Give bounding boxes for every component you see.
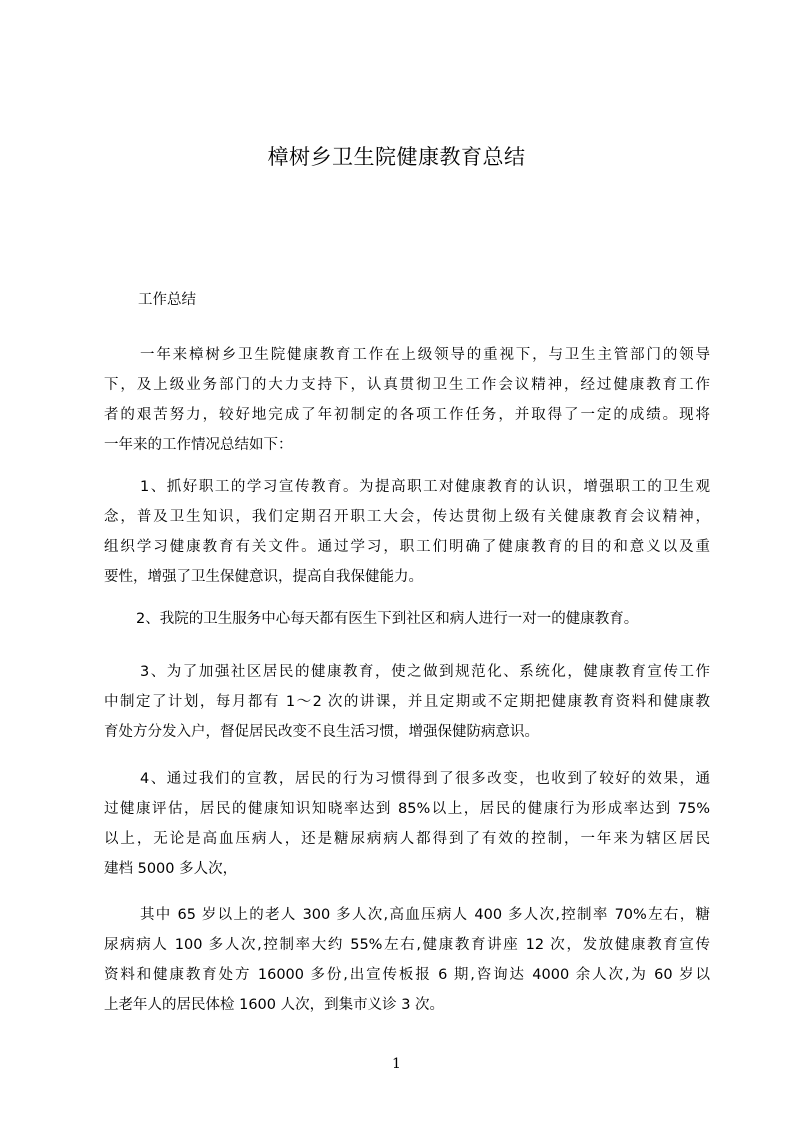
paragraph-intro [104,340,710,460]
paragraph-line: 下，及上级业务部门的大力支持下，认真贯彻卫生工作会议精神，经过健康教育工作 [104,377,710,393]
paragraph-line: 3、为了加强社区居民的健康教育，使之做到规范化、系统化，健康教育宣传工作 [140,664,710,680]
paragraph-line: 过健康评估，居民的健康知识知晓率达到 85%以上，居民的健康行为形成率达到 75% [104,801,710,817]
paragraph-line: 上老年人的居民体检 1600 人次，到集市义诊 3 次。 [104,997,445,1013]
paragraph-item-2 [104,604,710,634]
paragraph-line: 资料和健康教育处方 16000 多份,出宣传板报 6 期,咨询达 4000 余人次,为 60 岁以 [104,967,710,983]
page-number: 1 [392,1056,401,1072]
paragraph-item-1 [104,472,710,592]
paragraph-line: 其中 65 岁以上的老人 300 多人次,高血压病人 400 多人次,控制率 70%左右，糖 [140,907,710,923]
paragraph-line: 一年来樟树乡卫生院健康教育工作在上级领导的重视下，与卫生主管部门的领导 [140,347,710,363]
paragraph-line: 中制定了计划，每月都有 1～2 次的讲课，并且定期或不定期把健康教育资料和健康教 [104,694,710,710]
paragraph-item-3 [104,657,710,747]
paragraph-line: 组织学习健康教育有关文件。通过学习，职工们明确了健康教育的目的和意义以及重 [104,539,710,555]
paragraph-line: 念，普及卫生知识，我们定期召开职工大会，传达贯彻上级有关健康教育会议精神， [104,509,710,525]
paragraph-item-4 [104,764,710,884]
paragraph-line: 以上，无论是高血压病人，还是糖尿病病人都得到了有效的控制，一年来为辖区居民 [104,831,710,847]
document-title: 樟树乡卫生院健康教育总结 [267,145,526,169]
paragraph-line: 1、抓好职工的学习宣传教育。为提高职工对健康教育的认识，增强职工的卫生观 [140,479,710,495]
paragraph-line: 育处方分发入户，督促居民改变不良生活习惯，增强保健防病意识。 [104,724,539,740]
paragraph-line: 一年来的工作情况总结如下： [104,437,293,453]
paragraph-line: 建档 5000 多人次， [104,861,238,877]
paragraph-statistics [104,900,710,1020]
paragraph-line: 2、我院的卫生服务中心每天都有医生下到社区和病人进行一对一的健康教育。 [136,611,639,627]
section-heading-text: 工作总结 [138,292,196,308]
paragraph-line: 尿病病人 100 多人次,控制率大约 55%左右,健康教育讲座 12 次，发放健康教育宣传 [104,937,710,953]
paragraph-line: 4、通过我们的宣教，居民的行为习惯得到了很多改变，也收到了较好的效果，通 [140,771,710,787]
section-heading [138,285,744,315]
paragraph-line: 要性，增强了卫生保健意识，提高自我保健能力。 [104,569,423,585]
paragraph-line: 者的艰苦努力，较好地完成了年初制定的各项工作任务，并取得了一定的成绩。现将 [104,407,710,423]
